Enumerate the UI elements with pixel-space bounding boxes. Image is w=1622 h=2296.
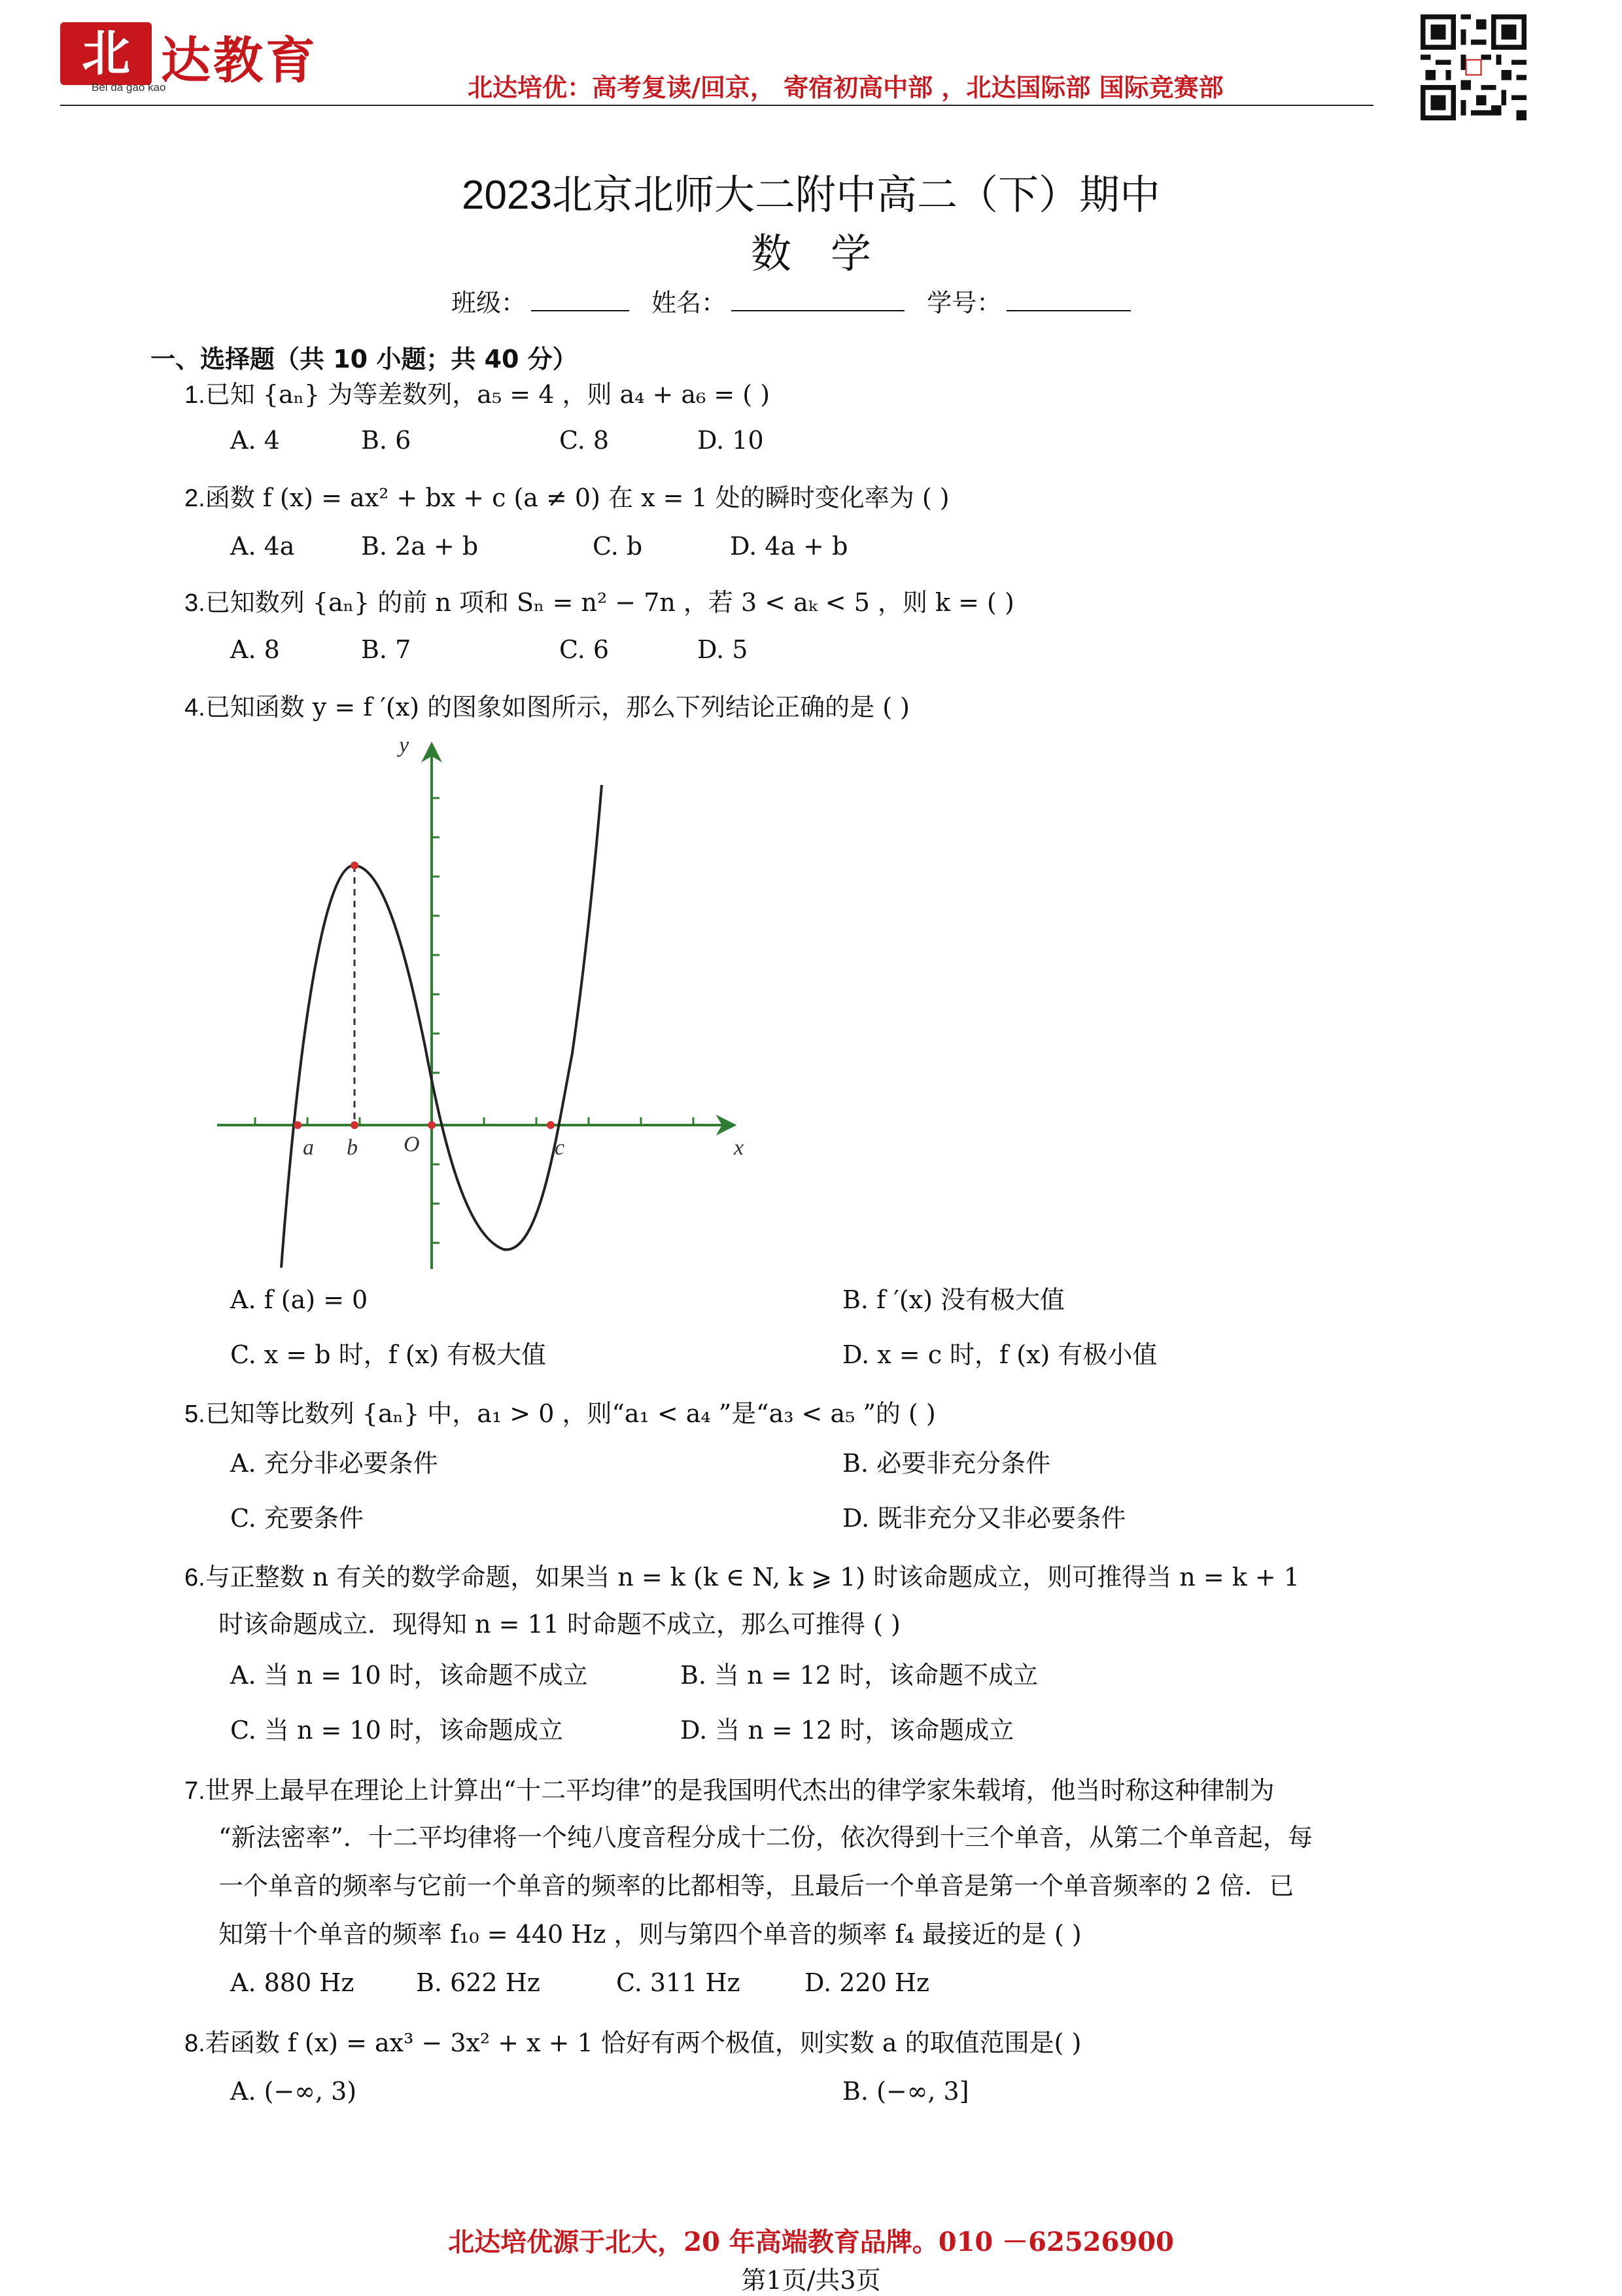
id-blank[interactable] (1007, 290, 1131, 311)
class-label: 班级： (451, 288, 526, 317)
q3-option-b[interactable]: B. 7 (361, 635, 411, 664)
q6-option-a[interactable]: A. 当 n = 10 时，该命题不成立 (230, 1661, 588, 1690)
q7-option-a[interactable]: A. 880 Hz (230, 1968, 354, 1997)
b-label: b (347, 1136, 358, 1160)
q1-option-a[interactable]: A. 4 (230, 426, 280, 455)
page-number: 第1页/共3页 (741, 2266, 881, 2295)
derivative-curve (281, 785, 602, 1268)
question-number: 7. (184, 1777, 205, 1805)
q4-option-b[interactable]: B. f ′(x) 没有极大值 (842, 1285, 1065, 1314)
question-7 (184, 1774, 1275, 1807)
q1-option-c[interactable]: C. 8 (559, 426, 610, 455)
logo-text: 达教育 (161, 31, 318, 90)
q7-option-b[interactable]: B. 622 Hz (416, 1968, 540, 1997)
question-text: 函数 f (x) = ax² + bx + c (a ≠ 0) 在 x = 1 处的瞬时变化率为 ( ) (205, 483, 950, 512)
question-5 (184, 1397, 936, 1431)
point-origin (428, 1121, 436, 1129)
question-number: 3. (184, 589, 205, 617)
header-divider (60, 105, 1373, 106)
question-7-line-2: “新法密率”．十二平均律将一个纯八度音程分成十二份，依次得到十三个单音，从第二个单音起，每 (218, 1823, 1313, 1852)
question-text: 已知数列 {aₙ} 的前 n 项和 Sₙ = n² − 7n ，若 3 < aₖ < 5 ，则 k = ( ) (205, 588, 1014, 617)
q6-option-b[interactable]: B. 当 n = 12 时，该命题不成立 (680, 1661, 1039, 1690)
question-text: 已知等比数列 {aₙ} 中，a₁ > 0 ，则“a₁ < a₄ ”是“a₃ < a₅ ”的 ( ) (205, 1399, 936, 1428)
point-b (351, 1121, 358, 1129)
logo-mark: 北 (60, 22, 152, 85)
q1-option-b[interactable]: B. 6 (361, 426, 411, 455)
exam-subject: 数学 (750, 232, 910, 277)
point-a (294, 1121, 302, 1129)
point-max (351, 861, 358, 869)
question-text-line-1: 世界上最早在理论上计算出“十二平均律”的是我国明代杰出的律学家朱载堉，他当时称这种律制为 (205, 1776, 1275, 1805)
y-axis-label: y (399, 733, 409, 757)
q7-option-c[interactable]: C. 311 Hz (616, 1968, 740, 1997)
section-heading: 一、选择题（共 10 小题；共 40 分） (150, 345, 578, 374)
derivative-graph (209, 733, 746, 1276)
question-number: 8. (184, 2030, 205, 2057)
question-text-line-1: 与正整数 n 有关的数学命题，如果当 n = k (k ∈ N, k ⩾ 1) 时该命题成立，则可推得当 n = k + 1 (205, 1563, 1300, 1592)
q3-option-d[interactable]: D. 5 (697, 635, 748, 664)
q6-option-d[interactable]: D. 当 n = 12 时，该命题成立 (680, 1716, 1014, 1745)
question-number: 5. (184, 1400, 205, 1428)
q1-option-d[interactable]: D. 10 (697, 426, 764, 455)
q7-option-d[interactable]: D. 220 Hz (804, 1968, 930, 1997)
q6-option-c[interactable]: C. 当 n = 10 时，该命题成立 (230, 1716, 563, 1745)
question-number: 1. (184, 381, 205, 409)
q3-option-a[interactable]: A. 8 (230, 635, 280, 664)
exam-title: 2023北京北师大二附中高二（下）期中 (462, 173, 1160, 218)
q4-option-c[interactable]: C. x = b 时，f (x) 有极大值 (230, 1340, 547, 1369)
question-3 (184, 586, 1014, 619)
q5-option-d[interactable]: D. 既非充分又非必要条件 (842, 1504, 1126, 1533)
q5-option-a[interactable]: A. 充分非必要条件 (230, 1449, 438, 1478)
q5-option-c[interactable]: C. 充要条件 (230, 1504, 364, 1533)
a-label: a (303, 1136, 314, 1160)
footer-slogan: 北达培优源于北大，20 年高端教育品牌。010 －62526900 (448, 2227, 1174, 2257)
question-7-line-4: 知第十个单音的频率 f₁₀ = 440 Hz ，则与第四个单音的频率 f₄ 最接近的是 ( ) (218, 1920, 1082, 1949)
q8-option-a[interactable]: A. (−∞, 3) (230, 2077, 357, 2106)
question-number: 4. (184, 694, 205, 722)
name-blank[interactable] (731, 290, 905, 311)
x-axis-label: x (734, 1136, 744, 1160)
question-text: 若函数 f (x) = ax³ − 3x² + x + 1 恰好有两个极值，则实数 a 的取值范围是( ) (205, 2028, 1082, 2057)
question-text: 已知 {aₙ} 为等差数列，a₅ = 4 ，则 a₄ + a₆ = ( ) (205, 380, 770, 409)
question-1 (184, 378, 770, 411)
q4-option-d[interactable]: D. x = c 时，f (x) 有极小值 (842, 1340, 1158, 1369)
question-7-line-3: 一个单音的频率与它前一个单音的频率的比都相等，且最后一个单音是第一个单音频率的 2 倍．已 (218, 1871, 1294, 1900)
q2-option-d[interactable]: D. 4a + b (730, 532, 848, 561)
question-2 (184, 481, 950, 515)
question-6 (184, 1561, 1300, 1594)
logo-subtitle: Bei da gao kao (92, 81, 166, 94)
point-c (547, 1121, 555, 1129)
q4-option-a[interactable]: A. f (a) = 0 (230, 1285, 368, 1314)
question-8 (184, 2026, 1081, 2060)
id-label: 学号： (927, 288, 1002, 317)
q8-option-b[interactable]: B. (−∞, 3] (842, 2077, 969, 2106)
question-6-cont: 时该命题成立．现得知 n = 11 时命题不成立，那么可推得 ( ) (218, 1610, 901, 1639)
header-slogan: 北达培优：高考复读/回京， 寄宿初高中部 ，北达国际部 国际竞赛部 (468, 73, 1224, 102)
q5-option-b[interactable]: B. 必要非充分条件 (842, 1449, 1051, 1478)
qr-code-icon (1421, 14, 1527, 120)
question-number: 2. (184, 485, 205, 512)
q2-option-a[interactable]: A. 4a (230, 532, 295, 561)
name-label: 姓名： (651, 288, 727, 317)
question-text: 已知函数 y = f ′(x) 的图象如图所示，那么下列结论正确的是 ( ) (205, 693, 910, 722)
question-4 (184, 691, 910, 724)
student-info-line (451, 283, 1145, 319)
origin-label: O (404, 1132, 420, 1157)
c-label: c (555, 1136, 565, 1160)
q2-option-b[interactable]: B. 2a + b (361, 532, 479, 561)
q3-option-c[interactable]: C. 6 (559, 635, 610, 664)
question-number: 6. (184, 1564, 205, 1592)
q2-option-c[interactable]: C. b (593, 532, 643, 561)
class-blank[interactable] (531, 290, 629, 311)
